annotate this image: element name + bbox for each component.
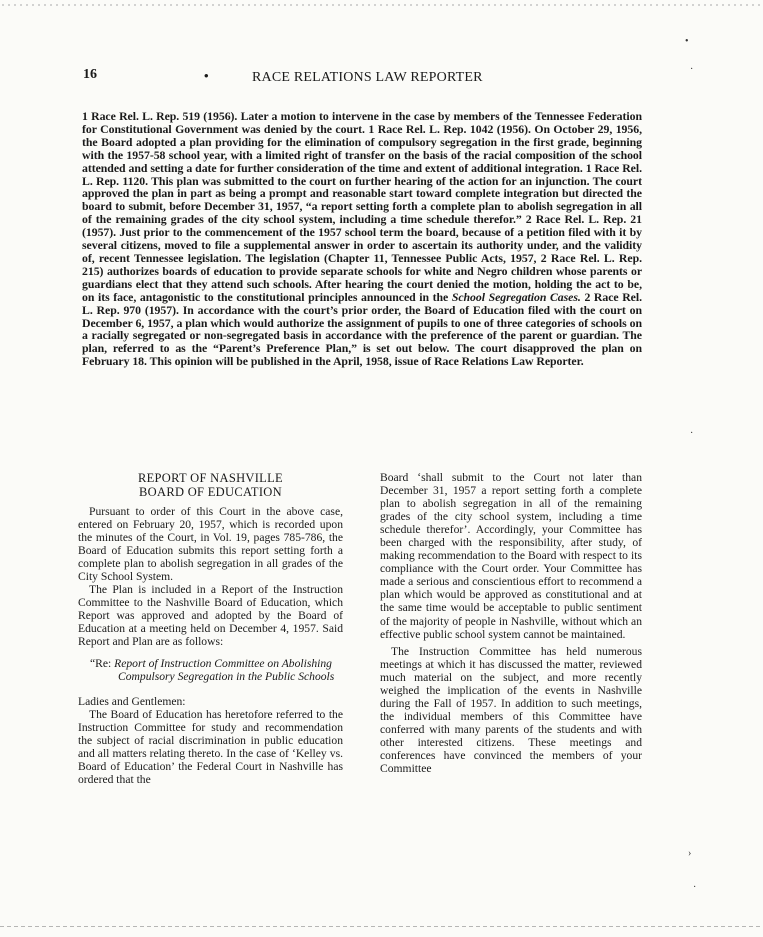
scan-speck: · [690, 64, 694, 75]
page-number: 16 [83, 67, 97, 82]
report-paragraph: Pursuant to order of this Court in the above case, entered on February 20, 1957, which is recorded upon the minutes of the Court, in Vol. 19, pages 785-786, the Board of Education submits this report setting forth a complete plan to abolish segregation in all grades of the City School System. [78, 505, 343, 584]
scan-top-border [0, 4, 763, 6]
intro-text-part1: 1 Race Rel. L. Rep. 519 (1956). Later a motion to intervene in the case by members of the Tennessee Federation for Constitutional Government was denied by the court. 1 Race Rel. L. Rep. 1042 (1956). On October 29, 1956, the Board adopted a plan providing for the elimination of compulsory segregation in the first grade, beginning with the 1957-58 school year, with a limited right of transfer on the basis of the racial composition of the school attended and setting a date for further consideration of the time and extent of additional integration. 1 Race Rel. L. Rep. 1120. This plan was submitted to the court on further hearing of the action for an injunction. The court approved the plan in part as being a prompt and reasonable start toward complete integration but directed the board to submit, before December 31, 1957, “a report setting forth a complete plan to abolish segregation in all of the remaining grades of the city school system, including a time schedule therefor.” 2 Race Rel. L. Rep. 21 (1957). Just prior to the commencement of the 1957 school term the board, because of a petition filed with it by several citizens, moved to file a supplemental answer in order to ascertain its authority under, and the validity of, recent Tennessee legislation. The legislation (Chapter 11, Tennessee Public Acts, 1957, 2 Race Rel. L. Rep. 215) authorizes boards of education to provide separate schools for white and Negro children whose parents or guardians elect that they attend such schools. After hearing the court denied the motion, holding the act to be, on its face, antagonistic to the constitutional principles announced in the [82, 109, 642, 304]
scan-bottom-border [0, 926, 763, 928]
intro-italic-term: School Segregation Cases. [451, 289, 581, 304]
left-column [78, 471, 343, 786]
report-title [78, 471, 343, 499]
re-subject-line [78, 657, 343, 683]
scan-speck: • [685, 36, 689, 47]
report-paragraph: Board ‘shall submit to the Court not later than December 31, 1957 a report setting forth a complete plan to abolish segregation in all of the remaining grades of the city school system, including a time schedule therefor’. Accordingly, your Committee has been charged with the responsibility, after study, of making recommendation to the Board with respect to its compliance with the Court order. Your Committee has made a serious and conscientious effort to recommend a plan which would be approved as constitutional and at the same time would be acceptable to public sentiment of the majority of people in Nashville, without which an effective public school system cannot be maintained. [380, 471, 642, 641]
scan-speck: › [688, 848, 692, 859]
report-paragraph: The Board of Education has heretofore referred to the Instruction Committee for study and recommendation the subject of racial discrimination in public education and all matters relating thereto. In the case of ‘Kelley vs. Board of Education’ the Federal Court in Nashville has ordered that the [78, 707, 343, 786]
running-head: RACE RELATIONS LAW REPORTER [252, 70, 483, 85]
report-paragraph: The Plan is included in a Report of the Instruction Committee to the Nashville Board of Education, which Report was approved and adopted by the Board of Education at a meeting held on December 4, 1957. Said Report and Plan are as follows: [78, 583, 343, 649]
report-title-line1: REPORT OF NASHVILLE [137, 471, 283, 485]
re-lead: “Re: [90, 656, 112, 670]
right-column [380, 471, 642, 775]
scan-speck: · [693, 882, 697, 893]
intro-paragraph [82, 110, 642, 368]
report-paragraph: The Instruction Committee has held numerous meetings at which it has discussed the matter, reviewed much material on the subject, and more recently weighed the implication of the events in Nashville during the Fall of 1957. In addition to such meetings, the individual members of this Committee have conferred with many parents of the students and with other interested citizens. These meetings and conferences have convinced the members of your Committee [380, 644, 642, 776]
header-bullet: • [204, 68, 209, 83]
intro-text-part2: 2 Race Rel. L. Rep. 970 (1957). In accordance with the court’s prior order, the Board of Education filed with the court on December 6, 1957, a plan which would authorize the assignment of pupils to one of three categories of schools on a racially segregated or non-segregated basis in accordance with the preference of the parent or guardian. The plan, referred to as the “Parent’s Preference Plan,” is set out below. The court disapproved the plan on February 18. This opinion will be published in the April, 1958, issue of Race Relations Law Reporter. [82, 289, 642, 369]
re-subject: Report of Instruction Committee on Abolishing Compulsory Segregation in the Public Schools [114, 656, 335, 683]
report-title-line2: BOARD OF EDUCATION [139, 485, 282, 499]
salutation: Ladies and Gentlemen: [78, 694, 186, 708]
scan-speck: · [690, 428, 694, 439]
